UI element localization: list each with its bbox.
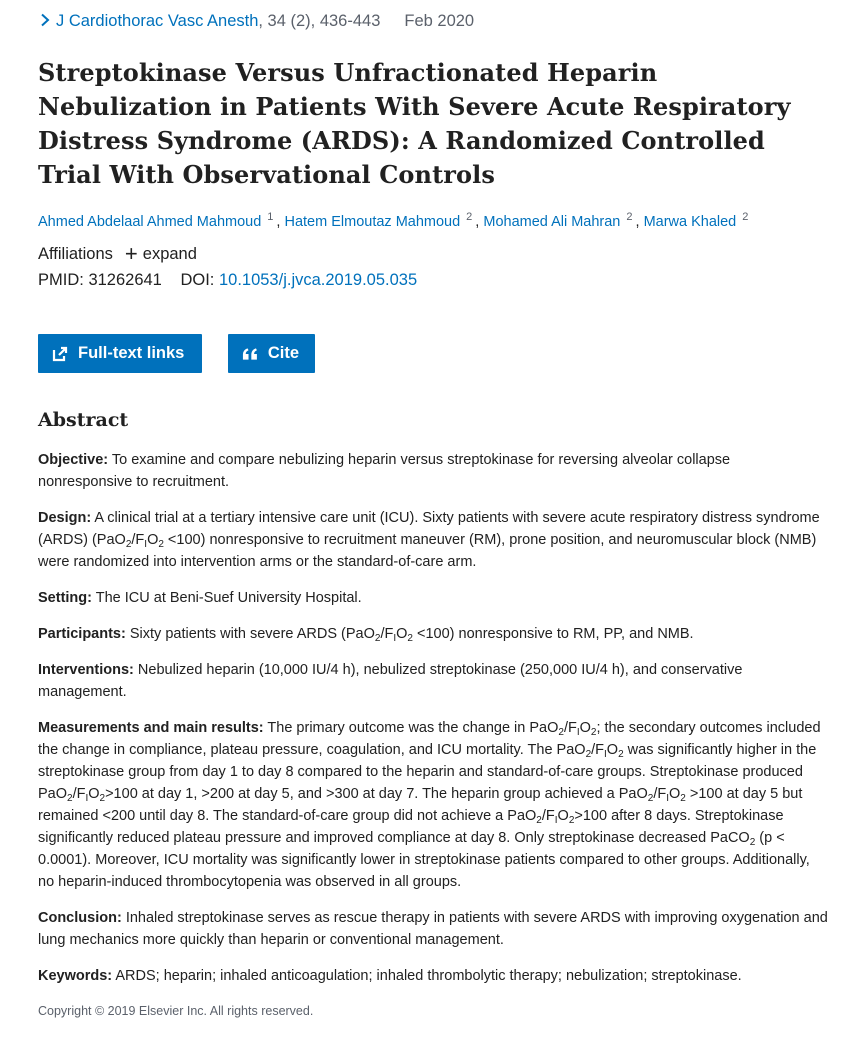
author-link[interactable]: Marwa Khaled: [643, 214, 737, 230]
publication-date: Feb 2020: [404, 12, 475, 30]
abstract-heading: Abstract: [38, 409, 129, 431]
affiliations-label: Affiliations: [38, 245, 113, 263]
abstract-interventions: Interventions: Nebulized heparin (10,000 IU/4 h), nebulized streptokinase (250,000 IU/4 h), and conservative management.: [38, 662, 743, 700]
expand-label: expand: [142, 245, 197, 263]
full-text-links-button[interactable]: [38, 334, 202, 373]
pmid-label: PMID:: [38, 271, 84, 289]
affiliation-ref[interactable]: 2: [626, 211, 633, 223]
author-link[interactable]: Hatem Elmoutaz Mahmoud: [284, 214, 461, 230]
abstract-design: Design: A clinical trial at a tertiary intensive care unit (ICU). Sixty patients with severe acute respiratory distress syndrome (ARDS) $(PaO_2/F_IO_2 <100)$ nonresponsive to recruitment maneuver (RM), prone position, and neuromuscular block (NMB) were randomized into intervention arms or the standard-of-care arm.: [38, 510, 820, 570]
abstract-conclusion: Conclusion: Inhaled streptokinase serves as rescue therapy in patients with severe ARDS with improving oxygenation and lung mechanics more quickly than heparin or conventional management.: [38, 910, 828, 948]
chevron-right-icon[interactable]: [38, 13, 52, 27]
cite-button[interactable]: [228, 334, 315, 373]
doi-link[interactable]: 10.1053/j.jvca.2019.05.035: [218, 271, 418, 289]
abstract-objective: Objective: To examine and compare nebulizing heparin versus streptokinase for reversing alveolar collapse nonresponsive to recruitment.: [38, 452, 731, 490]
citation-line: [38, 12, 474, 31]
identifiers-row: [38, 271, 417, 290]
affiliations-expand-button[interactable]: [124, 241, 197, 266]
volume-pages: , 34 (2), 436-443: [258, 12, 381, 30]
doi-label: DOI:: [180, 271, 215, 289]
quote-icon: [242, 347, 258, 361]
pmid-value: 31262641: [88, 271, 162, 289]
affiliations-row: [38, 241, 197, 267]
abstract-setting: Setting: The ICU at Beni-Suef University Hospital.: [38, 590, 362, 606]
article-title: Streptokinase Versus Unfractionated Heparin Nebulization in Patients With Severe Acute Respiratory Distress Syndrome (ARDS): A Randomized Controlled Trial With Observational Controls: [38, 58, 791, 189]
affiliation-ref[interactable]: 2: [742, 211, 749, 223]
affiliation-ref[interactable]: 1: [267, 211, 274, 223]
author-list: Ahmed Abdelaal Ahmed Mahmoud $^1$ , Hatem Elmoutaz Mahmoud $^2$ , Mohamed Ali Mahran $^2$ , Marwa Khaled $^2$: [38, 211, 749, 230]
abstract-keywords: Keywords: ARDS; heparin; inhaled anticoagulation; inhaled thrombolytic therapy; nebulization; streptokinase.: [38, 968, 742, 984]
author-link[interactable]: Ahmed Abdelaal Ahmed Mahmoud: [38, 214, 262, 230]
abstract-results: Measurements and main results: The primary outcome was the change in $PaO_2/F_IO_2$; the secondary outcomes included the change in compliance, plateau pressure, coagulation, and ICU mortality. The $PaO_2/F_IO_2$ was significantly higher in the streptokinase group from day 1 to day 8 compared to the heparin and standard-of-care groups. Streptokinase produced $PaO_2/F_IO_2>100$ at day 1, >200 at day 5, and >300 at day 7. The heparin group achieved a $PaO_2/F_IO_2 >100$ at day 5 but remained <200 until day 8. The standard-of-care group did not achieve a $PaO_2/F_IO_2>100$ after 8 days. Streptokinase significantly reduced plateau pressure and improved compliance at day 8. Only streptokinase decreased PaCO$_2$ (p < 0.0001). Moreover, ICU mortality was significantly lower in streptokinase patients compared to other groups. Additionally, no heparin-induced thrombocytopenia was observed in all groups.: [38, 720, 821, 890]
cite-label: Cite: [267, 344, 299, 362]
external-link-icon: [52, 346, 68, 362]
copyright-notice: Copyright © 2019 Elsevier Inc. All rights reserved.: [38, 1004, 314, 1018]
affiliation-ref[interactable]: 2: [466, 211, 473, 223]
author-link[interactable]: Mohamed Ali Mahran: [483, 214, 621, 230]
plus-icon: +: [124, 241, 138, 266]
journal-link[interactable]: J Cardiothorac Vasc Anesth: [56, 12, 259, 30]
full-text-links-label: Full-text links: [78, 344, 185, 362]
abstract-body: [38, 449, 828, 1001]
abstract-participants: Participants: Sixty patients with severe ARDS $(PaO_2/F_IO_2 <100)$ nonresponsive to RM, PP, and NMB.: [38, 626, 694, 644]
